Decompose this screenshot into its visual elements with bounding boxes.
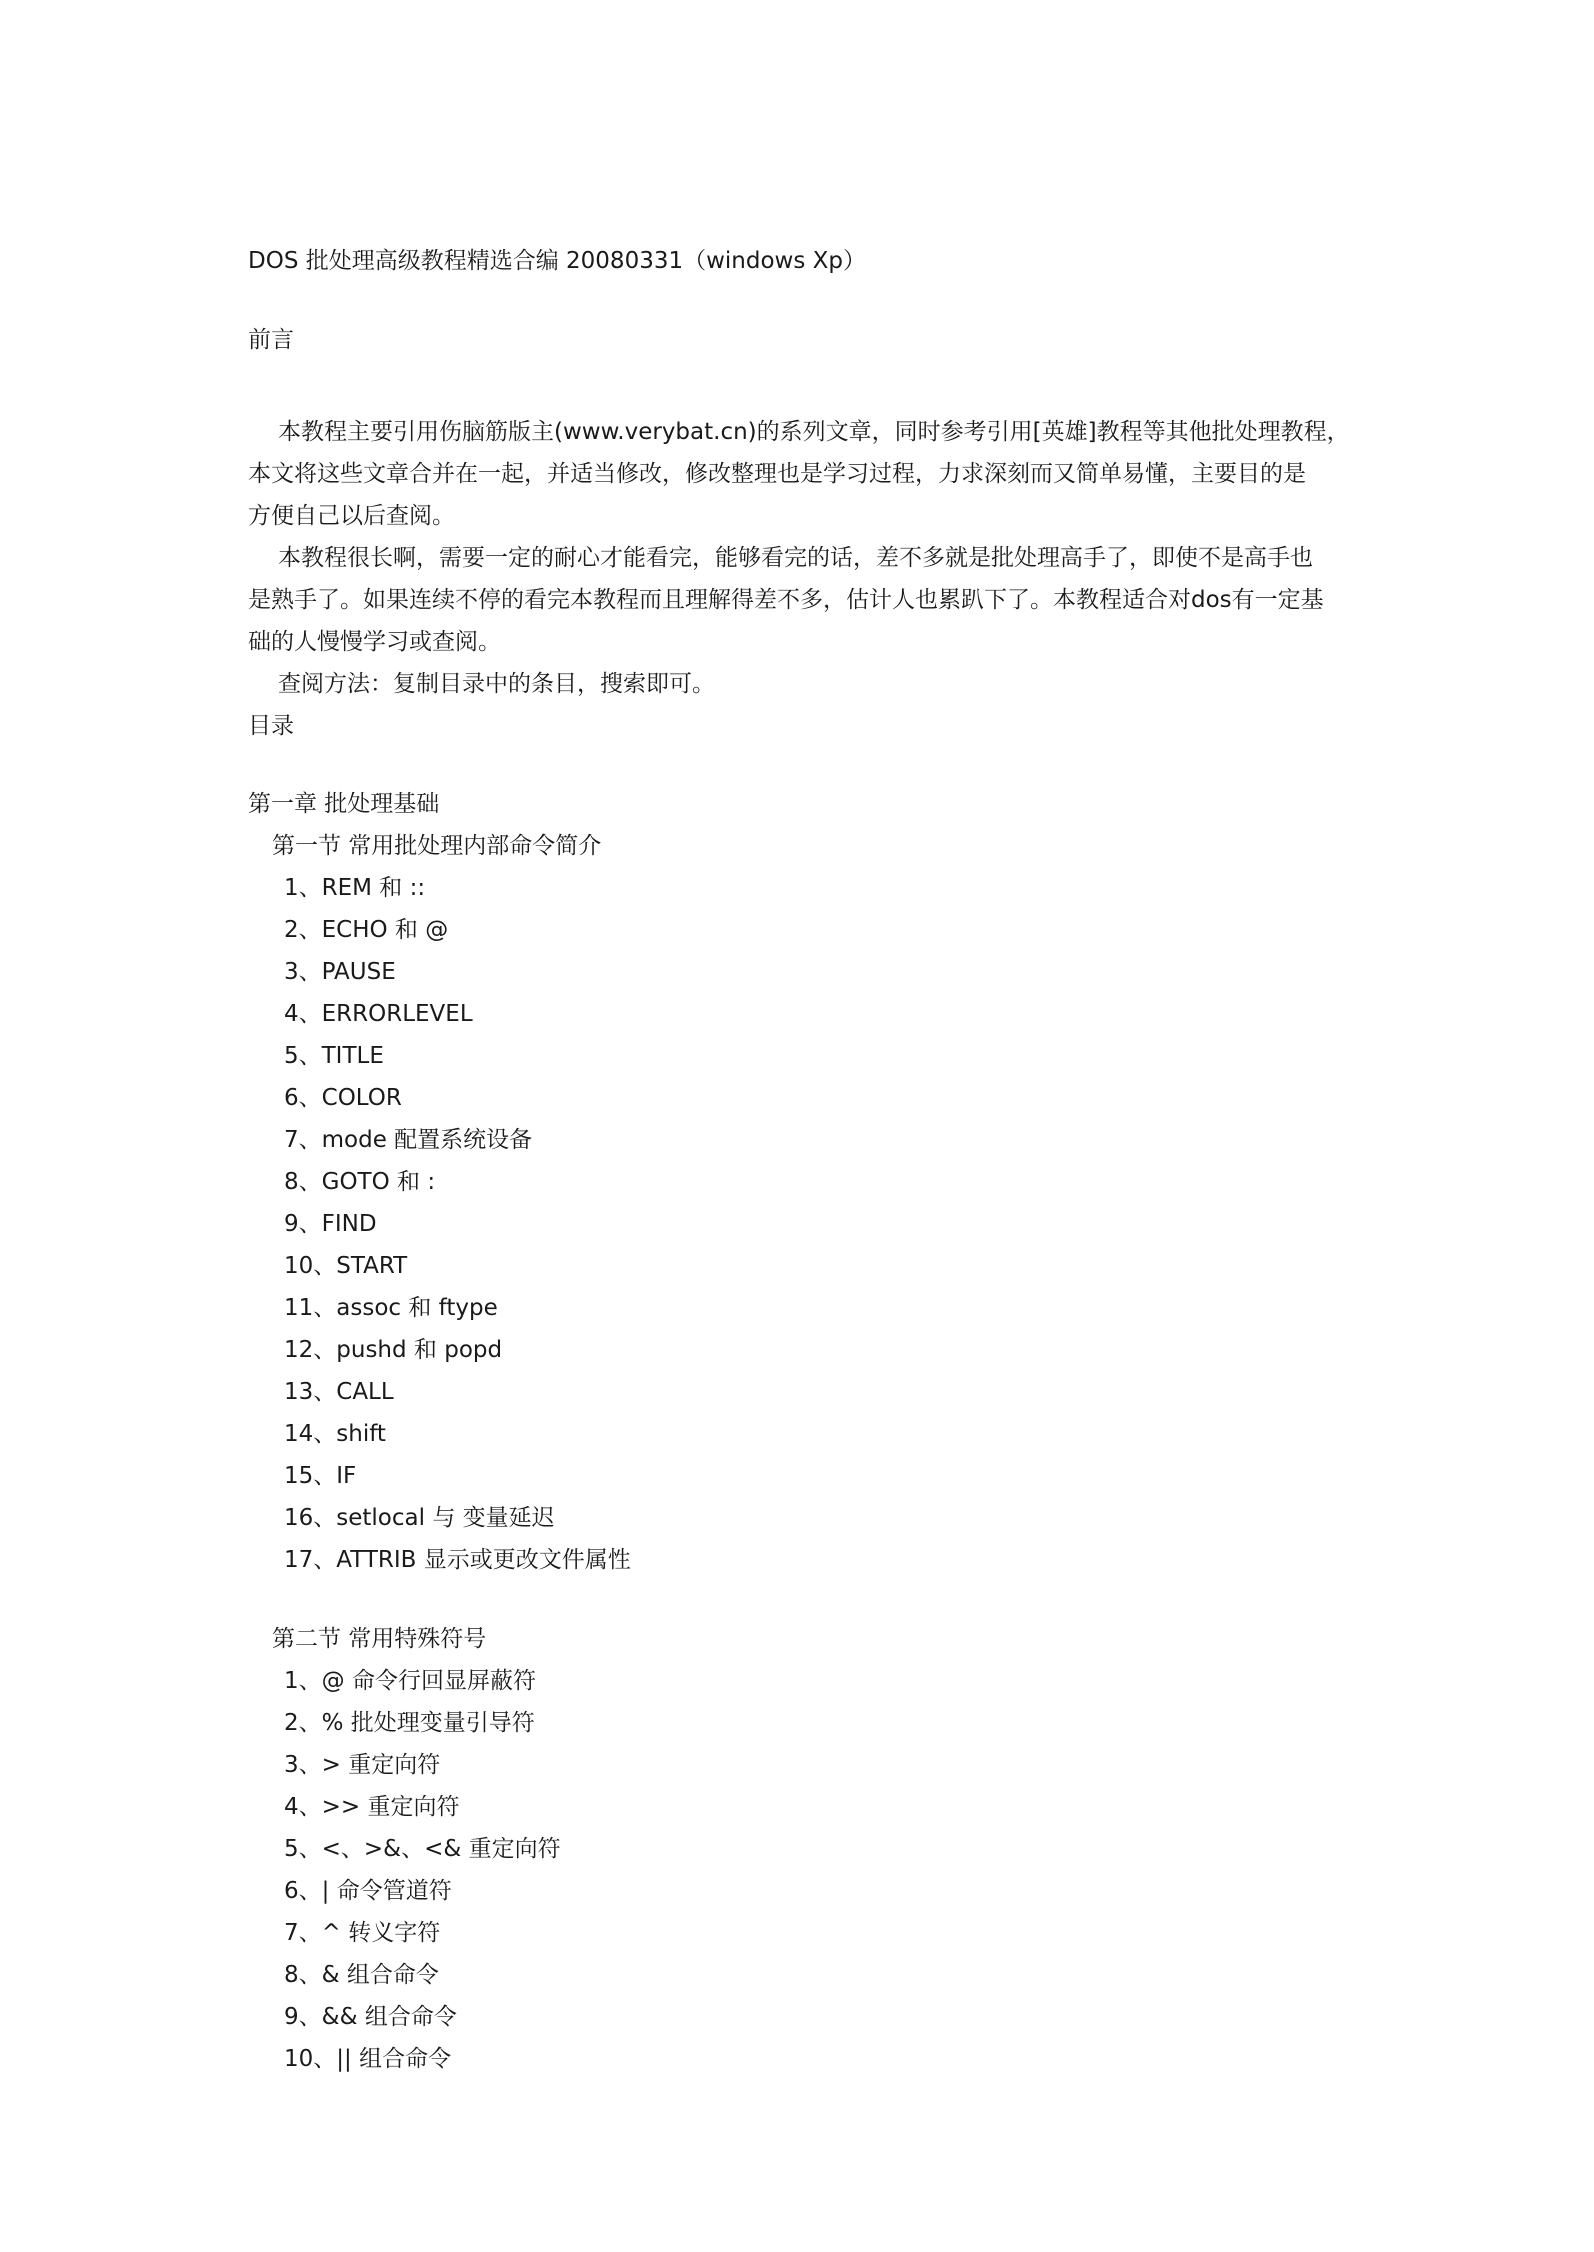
toc-section [248,1618,1358,2080]
toc-item: 8、& 组合命令 [284,1962,439,1988]
section-heading: 第二节 常用特殊符号 [272,1626,487,1652]
toc-item: 2、% 批处理变量引导符 [284,1710,535,1736]
paragraph-line: 础的人慢慢学习或查阅。 [248,629,501,655]
toc-item: 5、TITLE [284,1043,384,1069]
toc-section [248,825,1358,1581]
preface-paragraph [248,663,1358,705]
preface-paragraph [248,537,1358,663]
toc-item: 2、ECHO 和 @ [284,917,449,943]
toc-item: 10、|| 组合命令 [284,2046,452,2072]
paragraph-line: 是熟手了。如果连续不停的看完本教程而且理解得差不多，估计人也累趴下了。本教程适合对dos有一定基 [248,587,1324,613]
toc-item: 17、ATTRIB 显示或更改文件属性 [284,1547,631,1573]
toc-item: 16、setlocal 与 变量延迟 [284,1505,555,1531]
toc-item: 10、START [284,1253,408,1279]
toc-item: 9、FIND [284,1211,377,1237]
paragraph-line: 本教程很长啊，需要一定的耐心才能看完，能够看完的话，差不多就是批处理高手了，即使不是高手也 [278,545,1313,571]
paragraph-line: 本文将这些文章合并在一起，并适当修改，修改整理也是学习过程，力求深刻而又简单易懂，主要目的是 [248,461,1306,487]
toc-item: 15、IF [284,1463,357,1489]
toc-item: 9、&& 组合命令 [284,2004,457,2030]
toc-item: 7、mode 配置系统设备 [284,1127,533,1153]
toc-item: 1、REM 和 :: [284,875,426,901]
paragraph-line: 本教程主要引用伤脑筋版主(www.verybat.cn)的系列文章，同时参考引用[英雄]教程等其他批处理教程， [278,419,1350,445]
toc-item: 3、PAUSE [284,959,396,985]
toc-item: 1、@ 命令行回显屏蔽符 [284,1668,536,1694]
preface-heading: 前言 [248,327,294,353]
section-heading: 第一节 常用批处理内部命令简介 [272,833,602,859]
toc-item: 6、| 命令管道符 [284,1878,452,1904]
document-page [248,240,1358,2080]
toc-item: 4、ERRORLEVEL [284,1001,473,1027]
toc-item: 13、CALL [284,1379,394,1405]
chapter-heading: 第一章 批处理基础 [248,791,440,817]
toc-item: 8、GOTO 和 : [284,1169,436,1195]
toc-item: 5、<、>&、<& 重定向符 [284,1836,561,1862]
toc-item: 6、COLOR [284,1085,402,1111]
paragraph-line: 方便自己以后查阅。 [248,503,455,529]
toc-item: 11、assoc 和 ftype [284,1295,498,1321]
document-title: DOS 批处理高级教程精选合编 20080331（windows Xp） [248,248,867,274]
toc-heading: 目录 [248,713,294,739]
preface-paragraph [248,411,1358,537]
toc-item: 12、pushd 和 popd [284,1337,503,1363]
paragraph-line: 查阅方法：复制目录中的条目，搜索即可。 [278,671,715,697]
toc-item: 4、>> 重定向符 [284,1794,460,1820]
toc-item: 3、> 重定向符 [284,1752,441,1778]
toc-item: 14、shift [284,1421,386,1447]
toc-item: 7、^ 转义字符 [284,1920,441,1946]
